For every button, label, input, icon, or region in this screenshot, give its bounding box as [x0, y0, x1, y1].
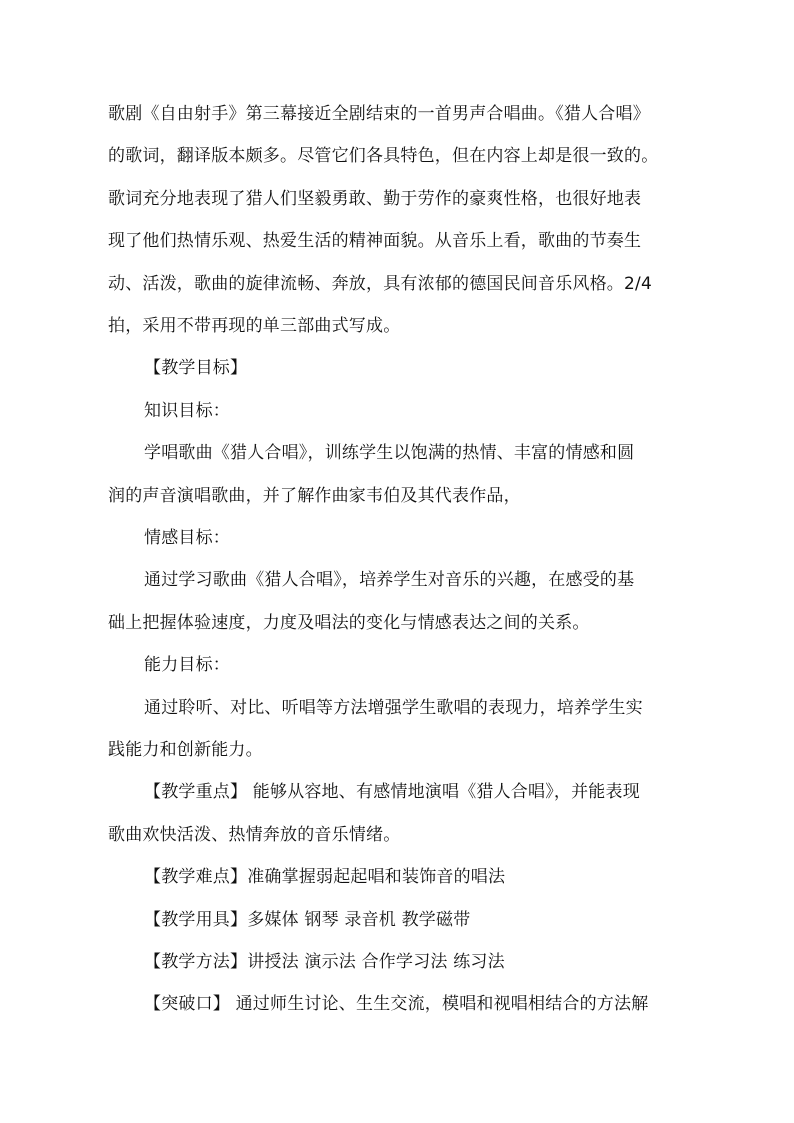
paragraph-line: 歌曲欢快活泼、热情奔放的音乐情绪。 [108, 825, 401, 845]
paragraph-line: 的歌词，翻译版本颇多。尽管它们各具特色，但在内容上却是很一致的。 [108, 146, 659, 166]
paragraph-line: 通过聆听、对比、听唱等方法增强学生歌唱的表现力，培养学生实 [144, 698, 643, 718]
teaching-focus-line: 【教学重点】 能够从容地、有感情地演唱《猎人合唱》，并能表现 [144, 782, 640, 802]
subheading-emotion-goals: 情感目标： [144, 528, 230, 548]
paragraph-line: 学唱歌曲《猎人合唱》，训练学生以饱满的热情、丰富的情感和圆 [144, 443, 635, 463]
paragraph-line: 础上把握体验速度，力度及唱法的变化与情感表达之间的关系。 [108, 613, 590, 633]
teaching-tools-line: 【教学用具】多媒体 钢琴 录音机 教学磁带 [144, 910, 471, 930]
paragraph-line: 拍，采用不带再现的单三部曲式写成。 [108, 316, 401, 336]
teaching-difficulty-line: 【教学难点】准确掌握弱起起唱和装饰音的唱法 [144, 867, 506, 887]
subheading-knowledge-goals: 知识目标： [144, 401, 230, 421]
paragraph-line: 歌剧《自由射手》第三幕接近全剧结束的一首男声合唱曲。《猎人合唱》 [108, 104, 650, 124]
teaching-methods-line: 【教学方法】讲授法 演示法 合作学习法 练习法 [144, 952, 505, 972]
paragraph-line: 现了他们热情乐观、热爱生活的精神面貌。从音乐上看，歌曲的节奏生 [108, 231, 642, 251]
subheading-ability-goals: 能力目标： [144, 655, 230, 675]
section-heading-teaching-goals: 【教学目标】 [144, 358, 248, 378]
paragraph-line: 动、活泼，歌曲的旋律流畅、奔放，具有浓郁的德国民间音乐风格。2/4 [108, 274, 652, 294]
breakthrough-line: 【突破口】 通过师生讨论、生生交流，模唱和视唱相结合的方法解 [144, 994, 649, 1014]
paragraph-line: 润的声音演唱歌曲，并了解作曲家韦伯及其代表作品， [108, 486, 521, 506]
paragraph-line: 践能力和创新能力。 [108, 740, 263, 760]
paragraph-line: 通过学习歌曲《猎人合唱》，培养学生对音乐的兴趣，在感受的基 [144, 570, 635, 590]
paragraph-line: 歌词充分地表现了猎人们坚毅勇敢、勤于劳作的豪爽性格，也很好地表 [108, 189, 642, 209]
